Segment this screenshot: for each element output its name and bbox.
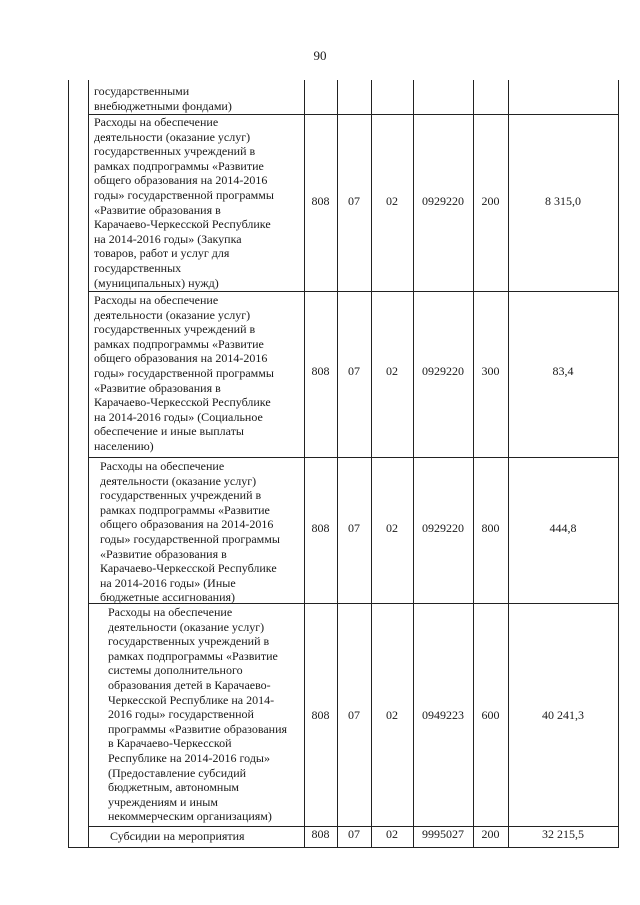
amount: 32 215,5 — [542, 827, 584, 841]
section-code: 07 — [348, 521, 360, 535]
subsection-code: 02 — [386, 194, 398, 208]
row-border — [88, 457, 619, 458]
target-code: 0929220 — [422, 194, 464, 208]
column-border — [68, 80, 69, 848]
subsection-code: 02 — [386, 708, 398, 722]
row-description: государственными внебюджетными фондами) — [94, 84, 232, 113]
column-border — [88, 80, 89, 848]
row-description: Расходы на обеспечение деятельности (оказание услуг) государственных учреждений в рамках подпрограммы «Развитие общего образования на 2014-2016 годы» государственной программы «Развитие образования в Карачаево-Черкесской Республике на 2014-2016 годы» (Закупка товаров, работ и услуг для государственных (муниципальных) нужд) — [94, 115, 274, 290]
target-code: 0929220 — [422, 521, 464, 535]
expense-type-code: 800 — [481, 521, 500, 535]
target-code: 0929220 — [422, 364, 464, 378]
row-description: Расходы на обеспечение деятельности (оказание услуг) государственных учреждений в рамках подпрограммы «Развитие системы дополнительного образования детей в Карачаево- Черкесской Республике на 2014- 2016 годы» государственной программы «Развитие образования в Карачаево-Черкесской Республике на 2014-2016 годы» (Предоставление субсидий бюджетным, автономным учреждениям и иным некоммерческим организациям) — [108, 605, 288, 824]
ministry-code: 808 — [311, 194, 330, 208]
row-border — [68, 847, 619, 848]
expense-type-code: 300 — [481, 364, 500, 378]
target-code: 0949223 — [422, 708, 464, 722]
amount: 40 241,3 — [542, 708, 584, 722]
amount: 83,4 — [552, 364, 574, 378]
ministry-code: 808 — [311, 827, 330, 841]
subsection-code: 02 — [386, 827, 398, 841]
row-description: Расходы на обеспечение деятельности (оказание услуг) государственных учреждений в рамках подпрограммы «Развитие общего образования на 2014-2016 годы» государственной программы «Развитие образования в Карачаево-Черкесской Республике на 2014-2016 годы» (Иные бюджетные ассигнования) — [100, 459, 280, 605]
expense-type-code: 200 — [481, 194, 500, 208]
page-number: 90 — [313, 48, 327, 63]
amount: 444,8 — [549, 521, 577, 535]
subsection-code: 02 — [386, 364, 398, 378]
target-code: 9995027 — [422, 827, 464, 841]
section-code: 07 — [348, 827, 360, 841]
row-border — [88, 291, 619, 292]
expense-type-code: 600 — [481, 708, 500, 722]
row-description: Субсидии на мероприятия — [110, 829, 245, 843]
amount: 8 315,0 — [545, 194, 581, 208]
section-code: 07 — [348, 194, 360, 208]
section-code: 07 — [348, 708, 360, 722]
expense-type-code: 200 — [481, 827, 500, 841]
column-border — [618, 80, 619, 848]
section-code: 07 — [348, 364, 360, 378]
ministry-code: 808 — [311, 708, 330, 722]
ministry-code: 808 — [311, 521, 330, 535]
ministry-code: 808 — [311, 364, 330, 378]
subsection-code: 02 — [386, 521, 398, 535]
row-description: Расходы на обеспечение деятельности (оказание услуг) государственных учреждений в рамках подпрограммы «Развитие общего образования на 2014-2016 годы» государственной программы «Развитие образования в Карачаево-Черкесской Республике на 2014-2016 годы» (Социальное обеспечение и иные выплаты населению) — [94, 293, 274, 453]
